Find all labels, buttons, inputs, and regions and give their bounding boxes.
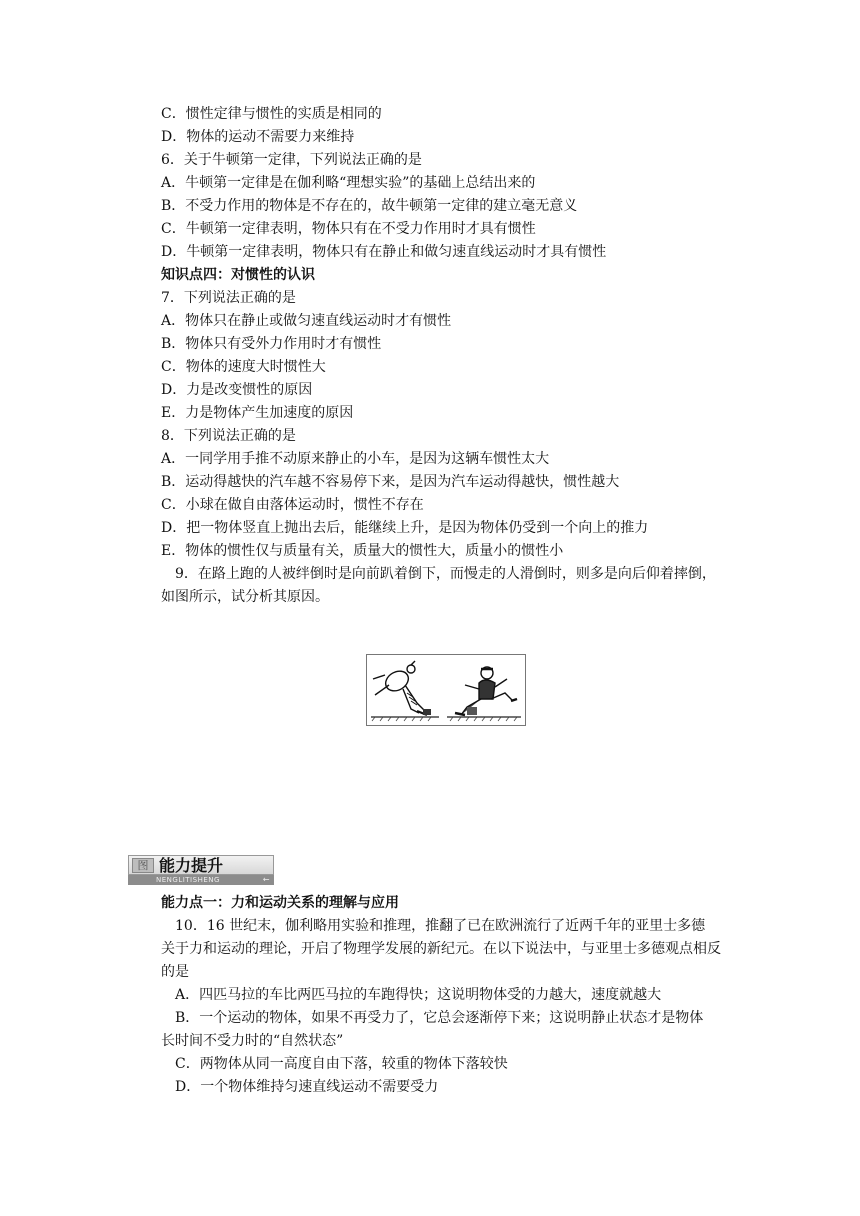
q6-option-b: B．不受力作用的物体是不存在的，故牛顿第一定律的建立毫无意义 xyxy=(161,198,578,214)
q6-option-c: C．牛顿第一定律表明，物体只有在不受力作用时才具有惯性 xyxy=(161,221,536,237)
q6-stem: 6．关于牛顿第一定律，下列说法正确的是 xyxy=(161,152,422,168)
q7-stem: 7．下列说法正确的是 xyxy=(161,290,296,306)
q5-option-d: D．物体的运动不需要力来维持 xyxy=(161,129,355,145)
q10-option-b-line-2: 长时间不受力时的“自然状态” xyxy=(161,1033,344,1049)
q8-option-d: D．把一物体竖直上抛出去后，能继续上升，是因为物体仍受到一个向上的推力 xyxy=(161,520,649,536)
q7-option-a: A．物体只在静止或做匀速直线运动时才有惯性 xyxy=(161,313,452,329)
ability-section-banner xyxy=(128,855,274,885)
q10-option-b-line-1: B．一个运动的物体，如果不再受力了，它总会逐渐停下来；这说明静止状态才是物体 xyxy=(175,1010,704,1026)
q7-option-d: D．力是改变惯性的原因 xyxy=(161,382,313,398)
banner-subtitle xyxy=(128,875,274,885)
banner-top xyxy=(128,855,274,875)
q10-option-c: C．两物体从同一高度自由下落，较重的物体下落较快 xyxy=(175,1056,508,1072)
q7-option-b: B．物体只有受外力作用时才有惯性 xyxy=(161,336,382,352)
q10-line-1: 10．16 世纪末，伽利略用实验和推理，推翻了已在欧洲流行了近两千年的亚里士多德 xyxy=(175,918,706,934)
q8-option-c: C．小球在做自由落体运动时，惯性不存在 xyxy=(161,497,424,513)
q8-option-b: B．运动得越快的汽车越不容易停下来，是因为汽车运动得越快，惯性越大 xyxy=(161,474,620,490)
q8-option-a: A．一同学用手推不动原来静止的小车，是因为这辆车惯性太大 xyxy=(161,451,550,467)
q5-option-c: C．惯性定律与惯性的实质是相同的 xyxy=(161,106,382,122)
q10-line-2: 关于力和运动的理论，开启了物理学发展的新纪元。在以下说法中，与亚里士多德观点相反 xyxy=(161,941,721,957)
q10-line-3: 的是 xyxy=(161,964,189,980)
arrow-left-icon: ← xyxy=(262,875,270,884)
knowledge-point-heading: 知识点四：对惯性的认识 xyxy=(161,267,315,283)
q7-option-e: E．力是物体产生加速度的原因 xyxy=(161,405,354,421)
q6-option-d: D．牛顿第一定律表明，物体只有在静止和做匀速直线运动时才具有惯性 xyxy=(161,244,607,260)
q10-option-d: D．一个物体维持匀速直线运动不需要受力 xyxy=(175,1079,439,1095)
q10-option-a: A．四匹马拉的车比两匹马拉的车跑得快；这说明物体受的力越大，速度就越大 xyxy=(175,987,662,1003)
banner-subtitle-text: NENGLITISHENG xyxy=(156,876,220,884)
q9-line-1: 9．在路上跑的人被绊倒时是向前趴着倒下，而慢走的人滑倒时，则多是向后仰着摔倒， xyxy=(175,566,716,582)
banner-chart-icon: 图 xyxy=(132,858,154,873)
q7-option-c: C．物体的速度大时惯性大 xyxy=(161,359,326,375)
banner-title: 能力提升 xyxy=(159,856,224,875)
q8-option-e: E．物体的惯性仅与质量有关，质量大的惯性大，质量小的惯性小 xyxy=(161,543,564,559)
q8-stem: 8．下列说法正确的是 xyxy=(161,428,296,444)
falling-people-figure xyxy=(366,654,526,726)
q9-line-2: 如图所示，试分析其原因。 xyxy=(161,589,329,605)
ability-point-heading: 能力点一：力和运动关系的理解与应用 xyxy=(161,895,399,911)
q6-option-a: A．牛顿第一定律是在伽利略“理想实验”的基础上总结出来的 xyxy=(161,175,536,191)
